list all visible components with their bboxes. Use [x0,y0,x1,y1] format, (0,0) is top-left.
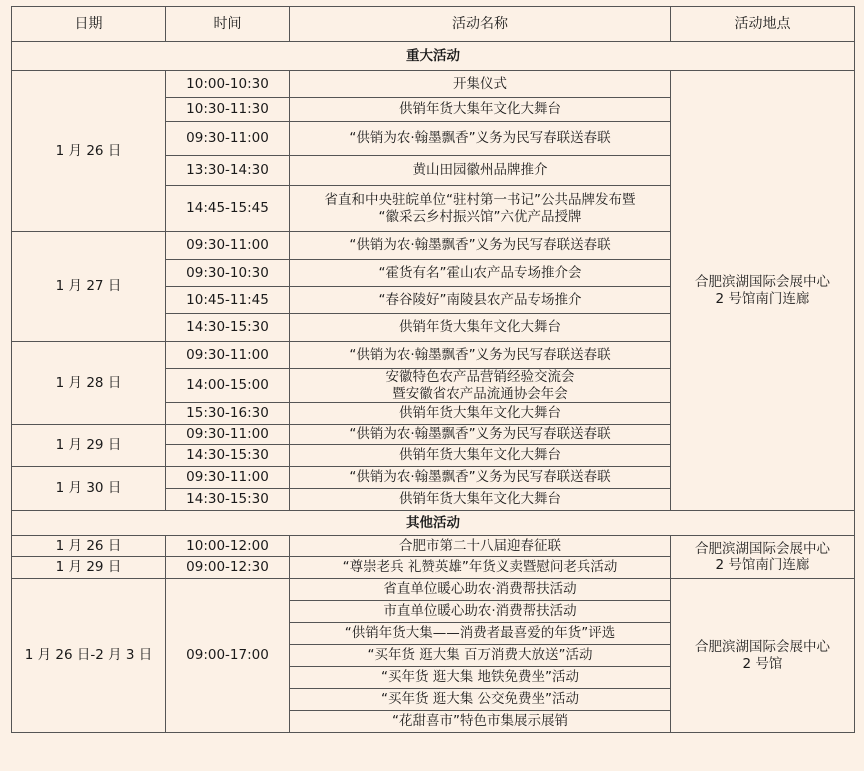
activity-cell [290,71,671,98]
date-cell: 1 月 27 日 [12,232,166,342]
time-cell: 14:30-15:30 [166,314,290,342]
text-line: 供销年货大集年文化大舞台 [399,101,561,118]
activity-cell [290,369,671,403]
time-cell: 10:30-11:30 [166,98,290,122]
location-cell [671,71,855,511]
text-line: 合肥滨湖国际会展中心 [695,540,830,557]
table-row [12,536,855,557]
text-line: “供销为农·翰墨飘香”义务为民写春联送春联 [349,346,611,363]
text-line: 合肥滨湖国际会展中心 [695,639,830,656]
text-line: “供销为农·翰墨飘香”义务为民写春联送春联 [349,237,611,254]
date-cell: 1 月 26 日 [12,71,166,232]
activity-cell: 省直单位暖心助农·消费帮扶活动 [290,579,671,601]
text-line: 2 号馆南门连廊 [715,557,810,573]
time-cell: 10:00-10:30 [166,71,290,98]
activity-cell [290,445,671,467]
schedule-wrapper [11,6,855,733]
date-cell: 1 月 26 日-2 月 3 日 [12,579,166,733]
activity-cell [290,232,671,260]
header-location: 活动地点 [671,7,855,42]
activity-cell: 合肥市第二十八届迎春征联 [290,536,671,557]
section-row [12,42,855,71]
activity-cell [290,98,671,122]
activity-cell: “尊崇老兵 礼赞英雄”年货义卖暨慰问老兵活动 [290,557,671,579]
location-cell [671,536,855,579]
date-cell: 1 月 29 日 [12,425,166,467]
activity-cell [290,122,671,156]
text-line: 合肥滨湖国际会展中心 [695,274,830,291]
header-row [12,7,855,42]
text-line: 安徽特色农产品营销经验交流会 [385,369,575,386]
time-cell: 09:30-11:00 [166,467,290,489]
time-cell: 09:00-17:00 [166,579,290,733]
text-line: “供销为农·翰墨飘香”义务为民写春联送春联 [349,130,611,147]
activity-cell [290,287,671,314]
location-cell [671,579,855,733]
activity-cell: “买年货 逛大集 公交免费坐”活动 [290,689,671,711]
activity-cell: “买年货 逛大集 百万消费大放送”活动 [290,645,671,667]
time-cell: 09:30-10:30 [166,260,290,287]
date-cell: 1 月 29 日 [12,557,166,579]
section-row [12,511,855,536]
text-line: 2 号馆南门连廊 [715,290,810,307]
activity-cell [290,467,671,489]
text-line: 供销年货大集年文化大舞台 [399,405,561,422]
time-cell: 09:30-11:00 [166,425,290,445]
date-cell: 1 月 30 日 [12,467,166,511]
text-line: 省直和中央驻皖单位“驻村第一书记”公共品牌发布暨 [324,192,636,209]
schedule-table [11,6,855,733]
date-cell: 1 月 26 日 [12,536,166,557]
text-line: 供销年货大集年文化大舞台 [399,447,561,464]
time-cell: 09:30-11:00 [166,122,290,156]
text-line: “供销为农·翰墨飘香”义务为民写春联送春联 [349,426,611,443]
time-cell: 14:30-15:30 [166,489,290,511]
text-line: 开集仪式 [453,75,507,92]
time-cell: 10:00-12:00 [166,536,290,557]
time-cell: 09:30-11:00 [166,232,290,260]
table-row [12,71,855,98]
activity-cell [290,186,671,232]
header-activity: 活动名称 [290,7,671,42]
activity-cell [290,156,671,186]
section-title: 其他活动 [12,511,855,536]
time-cell: 09:30-11:00 [166,342,290,369]
activity-cell [290,260,671,287]
section-title: 重大活动 [12,42,855,71]
time-cell: 15:30-16:30 [166,403,290,425]
table-row [12,579,855,601]
activity-cell: 市直单位暖心助农·消费帮扶活动 [290,601,671,623]
activity-cell [290,314,671,342]
date-cell: 1 月 28 日 [12,342,166,425]
time-cell: 13:30-14:30 [166,156,290,186]
time-cell: 14:30-15:30 [166,445,290,467]
text-line: “春谷陵好”南陵县农产品专场推介 [378,291,582,308]
text-line: 供销年货大集年文化大舞台 [399,319,561,336]
activity-cell [290,403,671,425]
header-time: 时间 [166,7,290,42]
activity-cell: “供销年货大集——消费者最喜爱的年货”评选 [290,623,671,645]
text-line: 黄山田园徽州品牌推介 [412,162,548,179]
activity-cell [290,342,671,369]
text-line: 暨安徽省农产品流通协会年会 [392,385,568,402]
header-date: 日期 [12,7,166,42]
text-line: “供销为农·翰墨飘香”义务为民写春联送春联 [349,469,611,486]
activity-cell [290,489,671,511]
time-cell: 10:45-11:45 [166,287,290,314]
time-cell: 14:00-15:00 [166,369,290,403]
time-cell: 14:45-15:45 [166,186,290,232]
activity-cell: “花甜喜市”特色市集展示展销 [290,711,671,733]
text-line: “徽采云乡村振兴馆”六优产品授牌 [378,208,582,225]
activity-cell: “买年货 逛大集 地铁免费坐”活动 [290,667,671,689]
text-line: 2 号馆 [742,655,783,672]
time-cell: 09:00-12:30 [166,557,290,579]
text-line: 供销年货大集年文化大舞台 [399,491,561,508]
activity-cell [290,425,671,445]
text-line: “霍货有名”霍山农产品专场推介会 [378,264,582,281]
